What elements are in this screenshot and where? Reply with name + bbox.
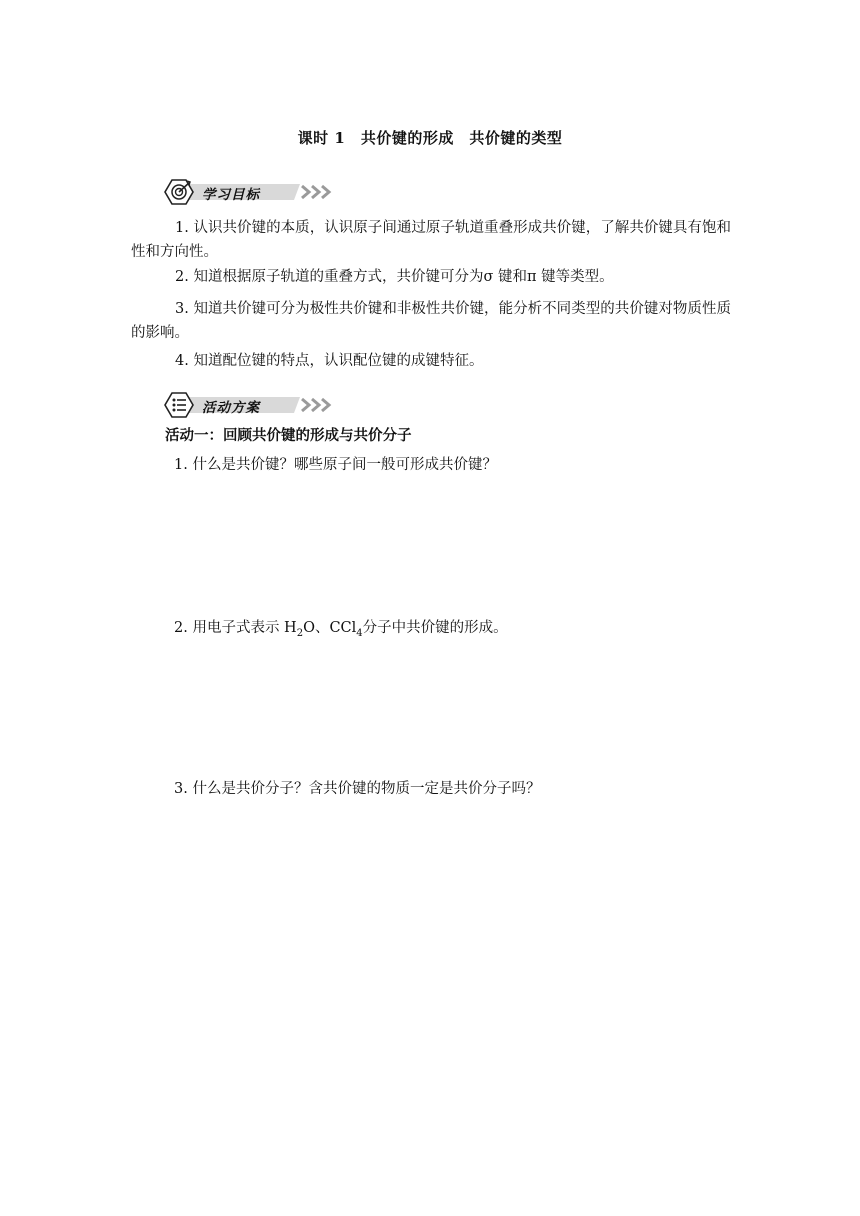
question-1: 1. 什么是共价键？哪些原子间一般可形成共价键？ xyxy=(174,457,497,473)
section-banner-goals xyxy=(162,178,340,206)
section-heading: 活动方案 xyxy=(202,400,260,416)
question-2-prefix: 2. 用电子式表示 H xyxy=(174,620,297,636)
target-icon xyxy=(164,178,194,206)
section-banner-activities xyxy=(162,391,340,419)
list-icon xyxy=(164,391,194,419)
goal-item: 2. 知道根据原子轨道的重叠方式，共价键可分为σ 键和π 键等类型。 xyxy=(175,269,614,285)
goal-item: 3. 知道共价键可分为极性共价键和非极性共价键，能分析不同类型的共价键对物质性质的影响。 xyxy=(131,301,731,341)
subscript: 2 xyxy=(296,627,304,639)
activity-title: 活动一：回顾共价键的形成与共价分子 xyxy=(165,428,412,444)
question-2-mid: O、CCl xyxy=(303,620,357,636)
goal-item: 1. 认识共价键的本质，认识原子间通过原子轨道重叠形成共价键，了解共价键具有饱和性和方向性。 xyxy=(131,220,731,260)
goal-item: 4. 知道配位键的特点，认识配位键的成键特征。 xyxy=(175,353,484,369)
question-2 xyxy=(174,616,508,639)
page-title: 课时 1 共价键的形成 共价键的类型 xyxy=(297,129,563,147)
subscript: 4 xyxy=(356,627,363,639)
question-3: 3. 什么是共价分子？含共价键的物质一定是共价分子吗？ xyxy=(174,781,541,797)
question-2-suffix: 分子中共价键的形成。 xyxy=(362,620,508,636)
section-heading: 学习目标 xyxy=(202,187,260,203)
